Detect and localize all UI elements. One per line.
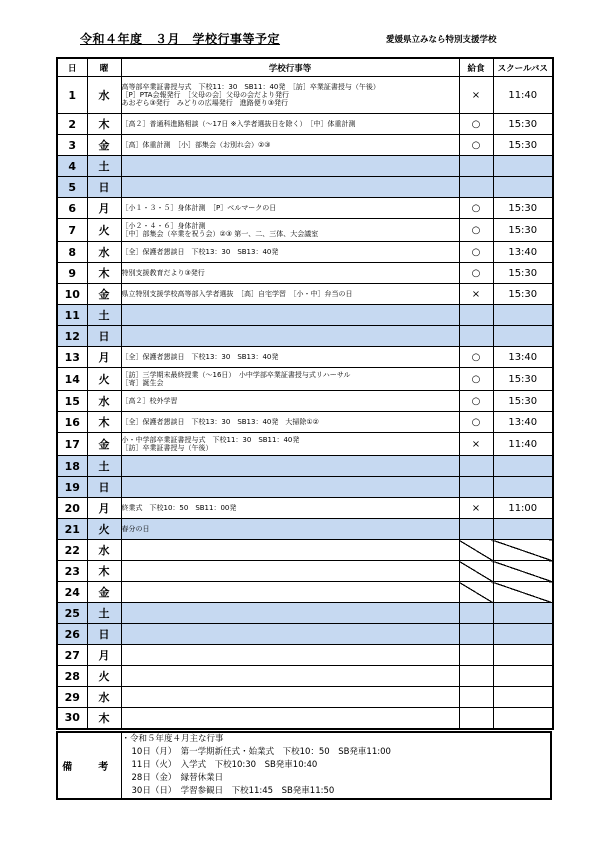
event-line: 高等部卒業証書授与式 下校11：30 SB11：40発 ［訪］卒業証書授与（午後） bbox=[121, 83, 380, 91]
schedule-row bbox=[57, 561, 553, 582]
day-cell: 20 bbox=[57, 498, 87, 519]
event-line: ［P］PTA会報発行 ［父母の会］父母の会だより発行 bbox=[121, 91, 289, 99]
schedule-header-row bbox=[57, 58, 553, 77]
day-cell: 9 bbox=[57, 263, 87, 284]
schedule-row bbox=[57, 498, 553, 519]
weekday-cell: 火 bbox=[87, 666, 121, 687]
events-cell bbox=[121, 561, 459, 582]
meal-cell bbox=[459, 687, 493, 708]
schedule-row bbox=[57, 666, 553, 687]
header-events: 学校行事等 bbox=[121, 58, 459, 77]
weekday-cell: 日 bbox=[87, 177, 121, 198]
events-cell bbox=[121, 477, 459, 498]
notes-label: 備 考 bbox=[57, 732, 121, 799]
schedule-row bbox=[57, 368, 553, 391]
event-line: ［訪］卒業証書授与（午後） bbox=[121, 444, 213, 452]
meal-cell: × bbox=[459, 77, 493, 114]
bus-cell: 15:30 bbox=[493, 391, 553, 412]
notes-item: 11日（火） 入学式 下校10:30 SB発車10:40 bbox=[131, 760, 318, 770]
weekday-cell: 土 bbox=[87, 156, 121, 177]
header-meal: 給食 bbox=[459, 58, 493, 77]
events-cell bbox=[121, 687, 459, 708]
meal-cell bbox=[459, 624, 493, 645]
bus-cell bbox=[493, 561, 553, 582]
meal-cell bbox=[459, 603, 493, 624]
events-cell bbox=[121, 326, 459, 347]
schedule-row bbox=[57, 540, 553, 561]
weekday-cell: 日 bbox=[87, 477, 121, 498]
meal-cell bbox=[459, 561, 493, 582]
weekday-cell: 水 bbox=[87, 540, 121, 561]
meal-cell bbox=[459, 582, 493, 603]
schedule-row bbox=[57, 305, 553, 326]
events-cell bbox=[121, 284, 459, 305]
header-weekday: 曜 bbox=[87, 58, 121, 77]
header-bus: スクールバス bbox=[493, 58, 553, 77]
events-cell bbox=[121, 347, 459, 368]
day-cell: 1 bbox=[57, 77, 87, 114]
school-name: 愛媛県立みなら特別支援学校 bbox=[386, 35, 497, 45]
schedule-row bbox=[57, 412, 553, 433]
schedule-row bbox=[57, 645, 553, 666]
weekday-cell: 日 bbox=[87, 326, 121, 347]
meal-cell: × bbox=[459, 498, 493, 519]
day-cell: 3 bbox=[57, 135, 87, 156]
bus-cell bbox=[493, 177, 553, 198]
schedule-row bbox=[57, 77, 553, 114]
events-cell bbox=[121, 433, 459, 456]
day-cell: 28 bbox=[57, 666, 87, 687]
meal-cell: ○ bbox=[459, 198, 493, 219]
weekday-cell: 月 bbox=[87, 198, 121, 219]
meal-cell: ○ bbox=[459, 242, 493, 263]
day-cell: 26 bbox=[57, 624, 87, 645]
weekday-cell: 水 bbox=[87, 242, 121, 263]
notes-table bbox=[56, 731, 552, 800]
events-cell bbox=[121, 708, 459, 729]
weekday-cell: 金 bbox=[87, 433, 121, 456]
day-cell: 23 bbox=[57, 561, 87, 582]
day-cell: 5 bbox=[57, 177, 87, 198]
weekday-cell: 木 bbox=[87, 561, 121, 582]
weekday-cell: 火 bbox=[87, 368, 121, 391]
schedule-row bbox=[57, 242, 553, 263]
day-cell: 15 bbox=[57, 391, 87, 412]
bus-cell: 11:00 bbox=[493, 498, 553, 519]
events-cell bbox=[121, 219, 459, 242]
events-cell bbox=[121, 624, 459, 645]
weekday-cell: 月 bbox=[87, 498, 121, 519]
weekday-cell: 木 bbox=[87, 114, 121, 135]
events-cell bbox=[121, 177, 459, 198]
weekday-cell: 土 bbox=[87, 305, 121, 326]
meal-cell bbox=[459, 456, 493, 477]
day-cell: 4 bbox=[57, 156, 87, 177]
schedule-row bbox=[57, 687, 553, 708]
day-cell: 18 bbox=[57, 456, 87, 477]
bus-cell: 15:30 bbox=[493, 198, 553, 219]
events-cell bbox=[121, 135, 459, 156]
day-cell: 2 bbox=[57, 114, 87, 135]
schedule-row bbox=[57, 177, 553, 198]
meal-cell bbox=[459, 708, 493, 729]
day-cell: 17 bbox=[57, 433, 87, 456]
event-line: ［小１・３・５］身体計測 ［P］ベルマークの日 bbox=[121, 204, 277, 212]
bus-cell: 13:40 bbox=[493, 412, 553, 433]
events-cell bbox=[121, 603, 459, 624]
meal-cell: ○ bbox=[459, 368, 493, 391]
schedule-row bbox=[57, 433, 553, 456]
schedule-row bbox=[57, 156, 553, 177]
bus-cell bbox=[493, 456, 553, 477]
event-line: ［高］体重計測 ［小］部集会（お別れ会）②③ bbox=[121, 141, 271, 149]
notes-heading: ・令和５年度４月主な行事 bbox=[121, 734, 224, 744]
weekday-cell: 水 bbox=[87, 391, 121, 412]
day-cell: 30 bbox=[57, 708, 87, 729]
bus-cell bbox=[493, 666, 553, 687]
schedule-table bbox=[56, 57, 554, 730]
day-cell: 27 bbox=[57, 645, 87, 666]
weekday-cell: 土 bbox=[87, 603, 121, 624]
bus-cell bbox=[493, 603, 553, 624]
bus-cell: 15:30 bbox=[493, 135, 553, 156]
day-cell: 19 bbox=[57, 477, 87, 498]
day-cell: 14 bbox=[57, 368, 87, 391]
schedule-row bbox=[57, 603, 553, 624]
notes-item: 10日（月） 第一学期新任式・始業式 下校10：50 SB発車11:00 bbox=[131, 747, 391, 757]
weekday-cell: 水 bbox=[87, 77, 121, 114]
weekday-cell: 金 bbox=[87, 582, 121, 603]
event-line: ［寄］誕生会 bbox=[121, 379, 164, 387]
events-cell bbox=[121, 540, 459, 561]
schedule-row bbox=[57, 456, 553, 477]
schedule-row bbox=[57, 477, 553, 498]
bus-cell: 15:30 bbox=[493, 219, 553, 242]
day-cell: 11 bbox=[57, 305, 87, 326]
bus-cell bbox=[493, 305, 553, 326]
events-cell bbox=[121, 263, 459, 284]
weekday-cell: 木 bbox=[87, 263, 121, 284]
weekday-cell: 金 bbox=[87, 135, 121, 156]
events-cell bbox=[121, 391, 459, 412]
weekday-cell: 火 bbox=[87, 219, 121, 242]
bus-cell bbox=[493, 624, 553, 645]
bus-cell bbox=[493, 156, 553, 177]
bus-cell bbox=[493, 582, 553, 603]
bus-cell: 13:40 bbox=[493, 347, 553, 368]
meal-cell: ○ bbox=[459, 391, 493, 412]
event-line: ［全］保護者懇談日 下校13：30 SB13：40発 bbox=[121, 248, 279, 256]
bus-cell bbox=[493, 687, 553, 708]
weekday-cell: 金 bbox=[87, 284, 121, 305]
events-cell bbox=[121, 368, 459, 391]
notes-item: 28日（金） 縁替休業日 bbox=[131, 773, 224, 783]
event-line: ［訪］三学期末最終授業（～16日） 小中学部卒業証書授与式リハーサル bbox=[121, 371, 351, 379]
day-cell: 16 bbox=[57, 412, 87, 433]
meal-cell: × bbox=[459, 284, 493, 305]
schedule-row bbox=[57, 391, 553, 412]
event-line: ［中］部集会（卒業を祝う会）②③ 第一、二、三体、大会議室 bbox=[121, 230, 319, 238]
bus-cell: 11:40 bbox=[493, 77, 553, 114]
meal-cell bbox=[459, 645, 493, 666]
day-cell: 29 bbox=[57, 687, 87, 708]
bus-cell: 13:40 bbox=[493, 242, 553, 263]
bus-cell bbox=[493, 708, 553, 729]
day-cell: 24 bbox=[57, 582, 87, 603]
schedule-row bbox=[57, 284, 553, 305]
meal-cell bbox=[459, 177, 493, 198]
schedule-row bbox=[57, 219, 553, 242]
bus-cell bbox=[493, 519, 553, 540]
weekday-cell: 木 bbox=[87, 412, 121, 433]
meal-cell: ○ bbox=[459, 263, 493, 284]
bus-cell bbox=[493, 477, 553, 498]
meal-cell bbox=[459, 305, 493, 326]
events-cell bbox=[121, 498, 459, 519]
events-cell bbox=[121, 412, 459, 433]
meal-cell bbox=[459, 540, 493, 561]
day-cell: 22 bbox=[57, 540, 87, 561]
meal-cell bbox=[459, 519, 493, 540]
header-day: 日 bbox=[57, 58, 87, 77]
bus-cell bbox=[493, 540, 553, 561]
event-line: 小・中学部卒業証書授与式 下校11：30 SB11：40発 bbox=[121, 436, 300, 444]
schedule-row bbox=[57, 519, 553, 540]
event-line: ［高２］校外学習 bbox=[121, 397, 178, 405]
day-cell: 6 bbox=[57, 198, 87, 219]
bus-cell: 15:30 bbox=[493, 368, 553, 391]
events-cell bbox=[121, 666, 459, 687]
schedule-row bbox=[57, 624, 553, 645]
event-line: 終業式 下校10：50 SB11：00発 bbox=[121, 504, 237, 512]
bus-cell: 15:30 bbox=[493, 114, 553, 135]
schedule-row bbox=[57, 326, 553, 347]
events-cell bbox=[121, 305, 459, 326]
events-cell bbox=[121, 645, 459, 666]
meal-cell: ○ bbox=[459, 347, 493, 368]
schedule-row bbox=[57, 198, 553, 219]
day-cell: 25 bbox=[57, 603, 87, 624]
meal-cell: ○ bbox=[459, 412, 493, 433]
weekday-cell: 土 bbox=[87, 456, 121, 477]
meal-cell bbox=[459, 326, 493, 347]
notes-item: 30日（日） 学習参観日 下校11:45 SB発車11:50 bbox=[131, 786, 335, 796]
events-cell bbox=[121, 519, 459, 540]
events-cell bbox=[121, 156, 459, 177]
day-cell: 8 bbox=[57, 242, 87, 263]
events-cell bbox=[121, 582, 459, 603]
meal-cell bbox=[459, 156, 493, 177]
schedule-row bbox=[57, 114, 553, 135]
weekday-cell: 水 bbox=[87, 687, 121, 708]
bus-cell: 11:40 bbox=[493, 433, 553, 456]
weekday-cell: 火 bbox=[87, 519, 121, 540]
schedule-row bbox=[57, 582, 553, 603]
event-line: 春分の日 bbox=[121, 525, 150, 533]
schedule-row bbox=[57, 708, 553, 729]
events-cell bbox=[121, 242, 459, 263]
notes-body bbox=[121, 732, 551, 799]
weekday-cell: 月 bbox=[87, 645, 121, 666]
day-cell: 21 bbox=[57, 519, 87, 540]
meal-cell bbox=[459, 666, 493, 687]
weekday-cell: 月 bbox=[87, 347, 121, 368]
events-cell bbox=[121, 114, 459, 135]
event-line: あおぞら③発行 みどりの広場発行 進路便り③発行 bbox=[121, 99, 289, 107]
schedule-row bbox=[57, 347, 553, 368]
events-cell bbox=[121, 456, 459, 477]
event-line: ［小２・４・６］身体計測 bbox=[121, 222, 206, 230]
meal-cell: ○ bbox=[459, 219, 493, 242]
events-cell bbox=[121, 198, 459, 219]
events-cell bbox=[121, 77, 459, 114]
event-line: 県立特別支援学校高等部入学者選抜 ［高］自宅学習 ［小・中］弁当の日 bbox=[121, 290, 353, 298]
event-line: ［高２］普通科進路相談（～17日 ※入学者選抜日を除く） ［中］体重計測 bbox=[121, 120, 356, 128]
event-line: ［全］保護者懇談日 下校13：30 SB13：40発 大掃除①② bbox=[121, 418, 319, 426]
day-cell: 12 bbox=[57, 326, 87, 347]
day-cell: 7 bbox=[57, 219, 87, 242]
meal-cell: ○ bbox=[459, 135, 493, 156]
weekday-cell: 日 bbox=[87, 624, 121, 645]
event-line: ［全］保護者懇談日 下校13：30 SB13：40発 bbox=[121, 353, 279, 361]
weekday-cell: 木 bbox=[87, 708, 121, 729]
meal-cell: ○ bbox=[459, 114, 493, 135]
meal-cell bbox=[459, 477, 493, 498]
day-cell: 10 bbox=[57, 284, 87, 305]
schedule-row bbox=[57, 135, 553, 156]
meal-cell: × bbox=[459, 433, 493, 456]
schedule-row bbox=[57, 263, 553, 284]
event-line: 特別支援教育だより③発行 bbox=[121, 269, 205, 277]
bus-cell bbox=[493, 326, 553, 347]
bus-cell: 15:30 bbox=[493, 284, 553, 305]
page-title: 令和４年度 ３月 学校行事等予定 bbox=[80, 32, 281, 46]
bus-cell: 15:30 bbox=[493, 263, 553, 284]
day-cell: 13 bbox=[57, 347, 87, 368]
bus-cell bbox=[493, 645, 553, 666]
